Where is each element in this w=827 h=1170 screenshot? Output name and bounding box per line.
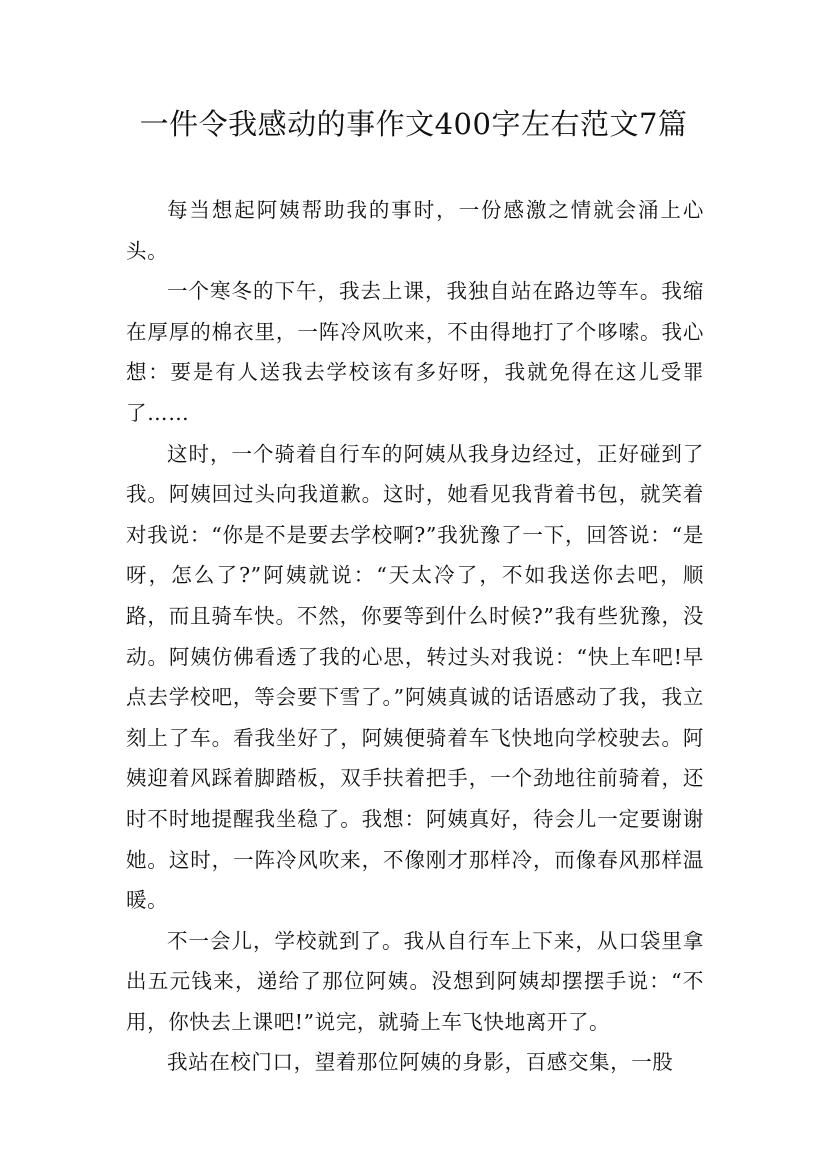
document-body	[126, 190, 704, 1083]
paragraph: 我站在校门口，望着那位阿姨的身影，百感交集，一股	[167, 1050, 674, 1075]
paragraph: 一个寒冬的下午，我去上课，我独自站在路边等车。我缩在厚厚的棉衣里，一阵冷风吹来，不由得地打了个哆嗦。我心想：要是有人送我去学校该有多好呀，我就免得在这儿受罪了……	[126, 279, 704, 425]
paragraph: 不一会儿，学校就到了。我从自行车上下来，从口袋里拿出五元钱来，递给了那位阿姨。没想到阿姨却摆摆手说：“不用，你快去上课吧!”说完，就骑上车飞快地离开了。	[126, 928, 704, 1034]
paragraph: 每当想起阿姨帮助我的事时，一份感激之情就会涌上心头。	[126, 198, 704, 263]
document-title: 一件令我感动的事作文400字左右范文7篇	[139, 107, 688, 141]
paragraph: 这时，一个骑着自行车的阿姨从我身边经过，正好碰到了我。阿姨回过头向我道歉。这时，她看见我背着书包，就笑着对我说：“你是不是要去学校啊?”我犹豫了一下，回答说：“是呀，怎么了?”阿姨就说：“天太冷了，不如我送你去吧，顺路，而且骑车快。不然，你要等到什么时候?”我有些犹豫，没动。阿姨仿佛看透了我的心思，转过头对我说：“快上车吧!早点去学校吧，等会要下雪了。”阿姨真诚的话语感动了我，我立刻上了车。看我坐好了，阿姨便骑着车飞快地向学校驶去。阿姨迎着风踩着脚踏板，双手扶着把手，一个劲地往前骑着，还时不时地提醒我坐稳了。我想：阿姨真好，待会儿一定要谢谢她。这时，一阵冷风吹来，不像刚才那样冷，而像春风那样温暖。	[126, 441, 704, 913]
